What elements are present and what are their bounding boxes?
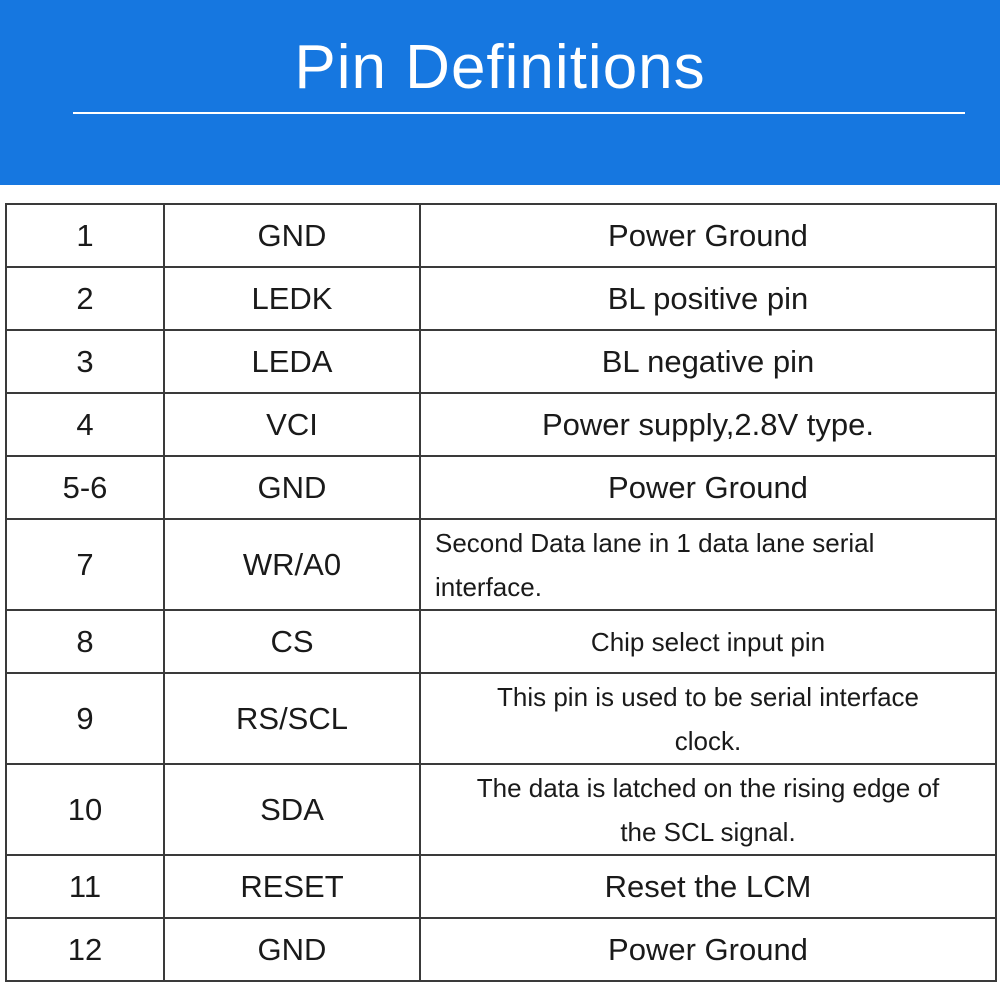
pin-description: Power Ground [420,918,996,981]
pin-number: 12 [6,918,164,981]
pin-name: VCI [164,393,420,456]
table-row [6,330,996,393]
pin-definitions-table [5,203,997,982]
pin-number: 1 [6,204,164,267]
pin-number: 7 [6,519,164,610]
pin-name: LEDK [164,267,420,330]
pin-description-line: clock. [674,725,742,756]
pin-description: Power supply,2.8V type. [420,393,996,456]
pin-description: Power Ground [420,456,996,519]
pin-description: Reset the LCM [420,855,996,918]
table-row [6,610,996,673]
pin-number: 3 [6,330,164,393]
pin-description-line: interface. [435,571,542,602]
table-row [6,393,996,456]
pin-description: Power Ground [420,204,996,267]
pin-name: CS [164,610,420,673]
pin-description [420,519,996,610]
pin-description-line: The data is latched on the rising edge of [476,772,940,803]
pin-description: Chip select input pin [420,610,996,673]
pin-number: 9 [6,673,164,764]
page-title: Pin Definitions [294,33,706,102]
pin-name: GND [164,918,420,981]
pin-name: LEDA [164,330,420,393]
pin-name: GND [164,204,420,267]
pin-description-line: the SCL signal. [620,816,796,847]
table-row [6,204,996,267]
pin-description [420,764,996,855]
table-row [6,855,996,918]
table-row [6,673,996,764]
pin-number: 8 [6,610,164,673]
pin-name: GND [164,456,420,519]
pin-number: 10 [6,764,164,855]
table-row [6,519,996,610]
pin-description: BL negative pin [420,330,996,393]
header-banner [0,0,1000,185]
pin-name: RESET [164,855,420,918]
pin-number: 5-6 [6,456,164,519]
pin-description [420,673,996,764]
table-row [6,267,996,330]
pin-name: RS/SCL [164,673,420,764]
table-row [6,918,996,981]
pin-description-line: Second Data lane in 1 data lane serial [435,527,875,558]
pin-number: 2 [6,267,164,330]
table-row [6,764,996,855]
table-row [6,456,996,519]
pin-name: WR/A0 [164,519,420,610]
pin-description-line: This pin is used to be serial interface [497,681,919,712]
title-underline [73,112,965,114]
pin-name: SDA [164,764,420,855]
pin-number: 4 [6,393,164,456]
pin-number: 11 [6,855,164,918]
pin-description: BL positive pin [420,267,996,330]
